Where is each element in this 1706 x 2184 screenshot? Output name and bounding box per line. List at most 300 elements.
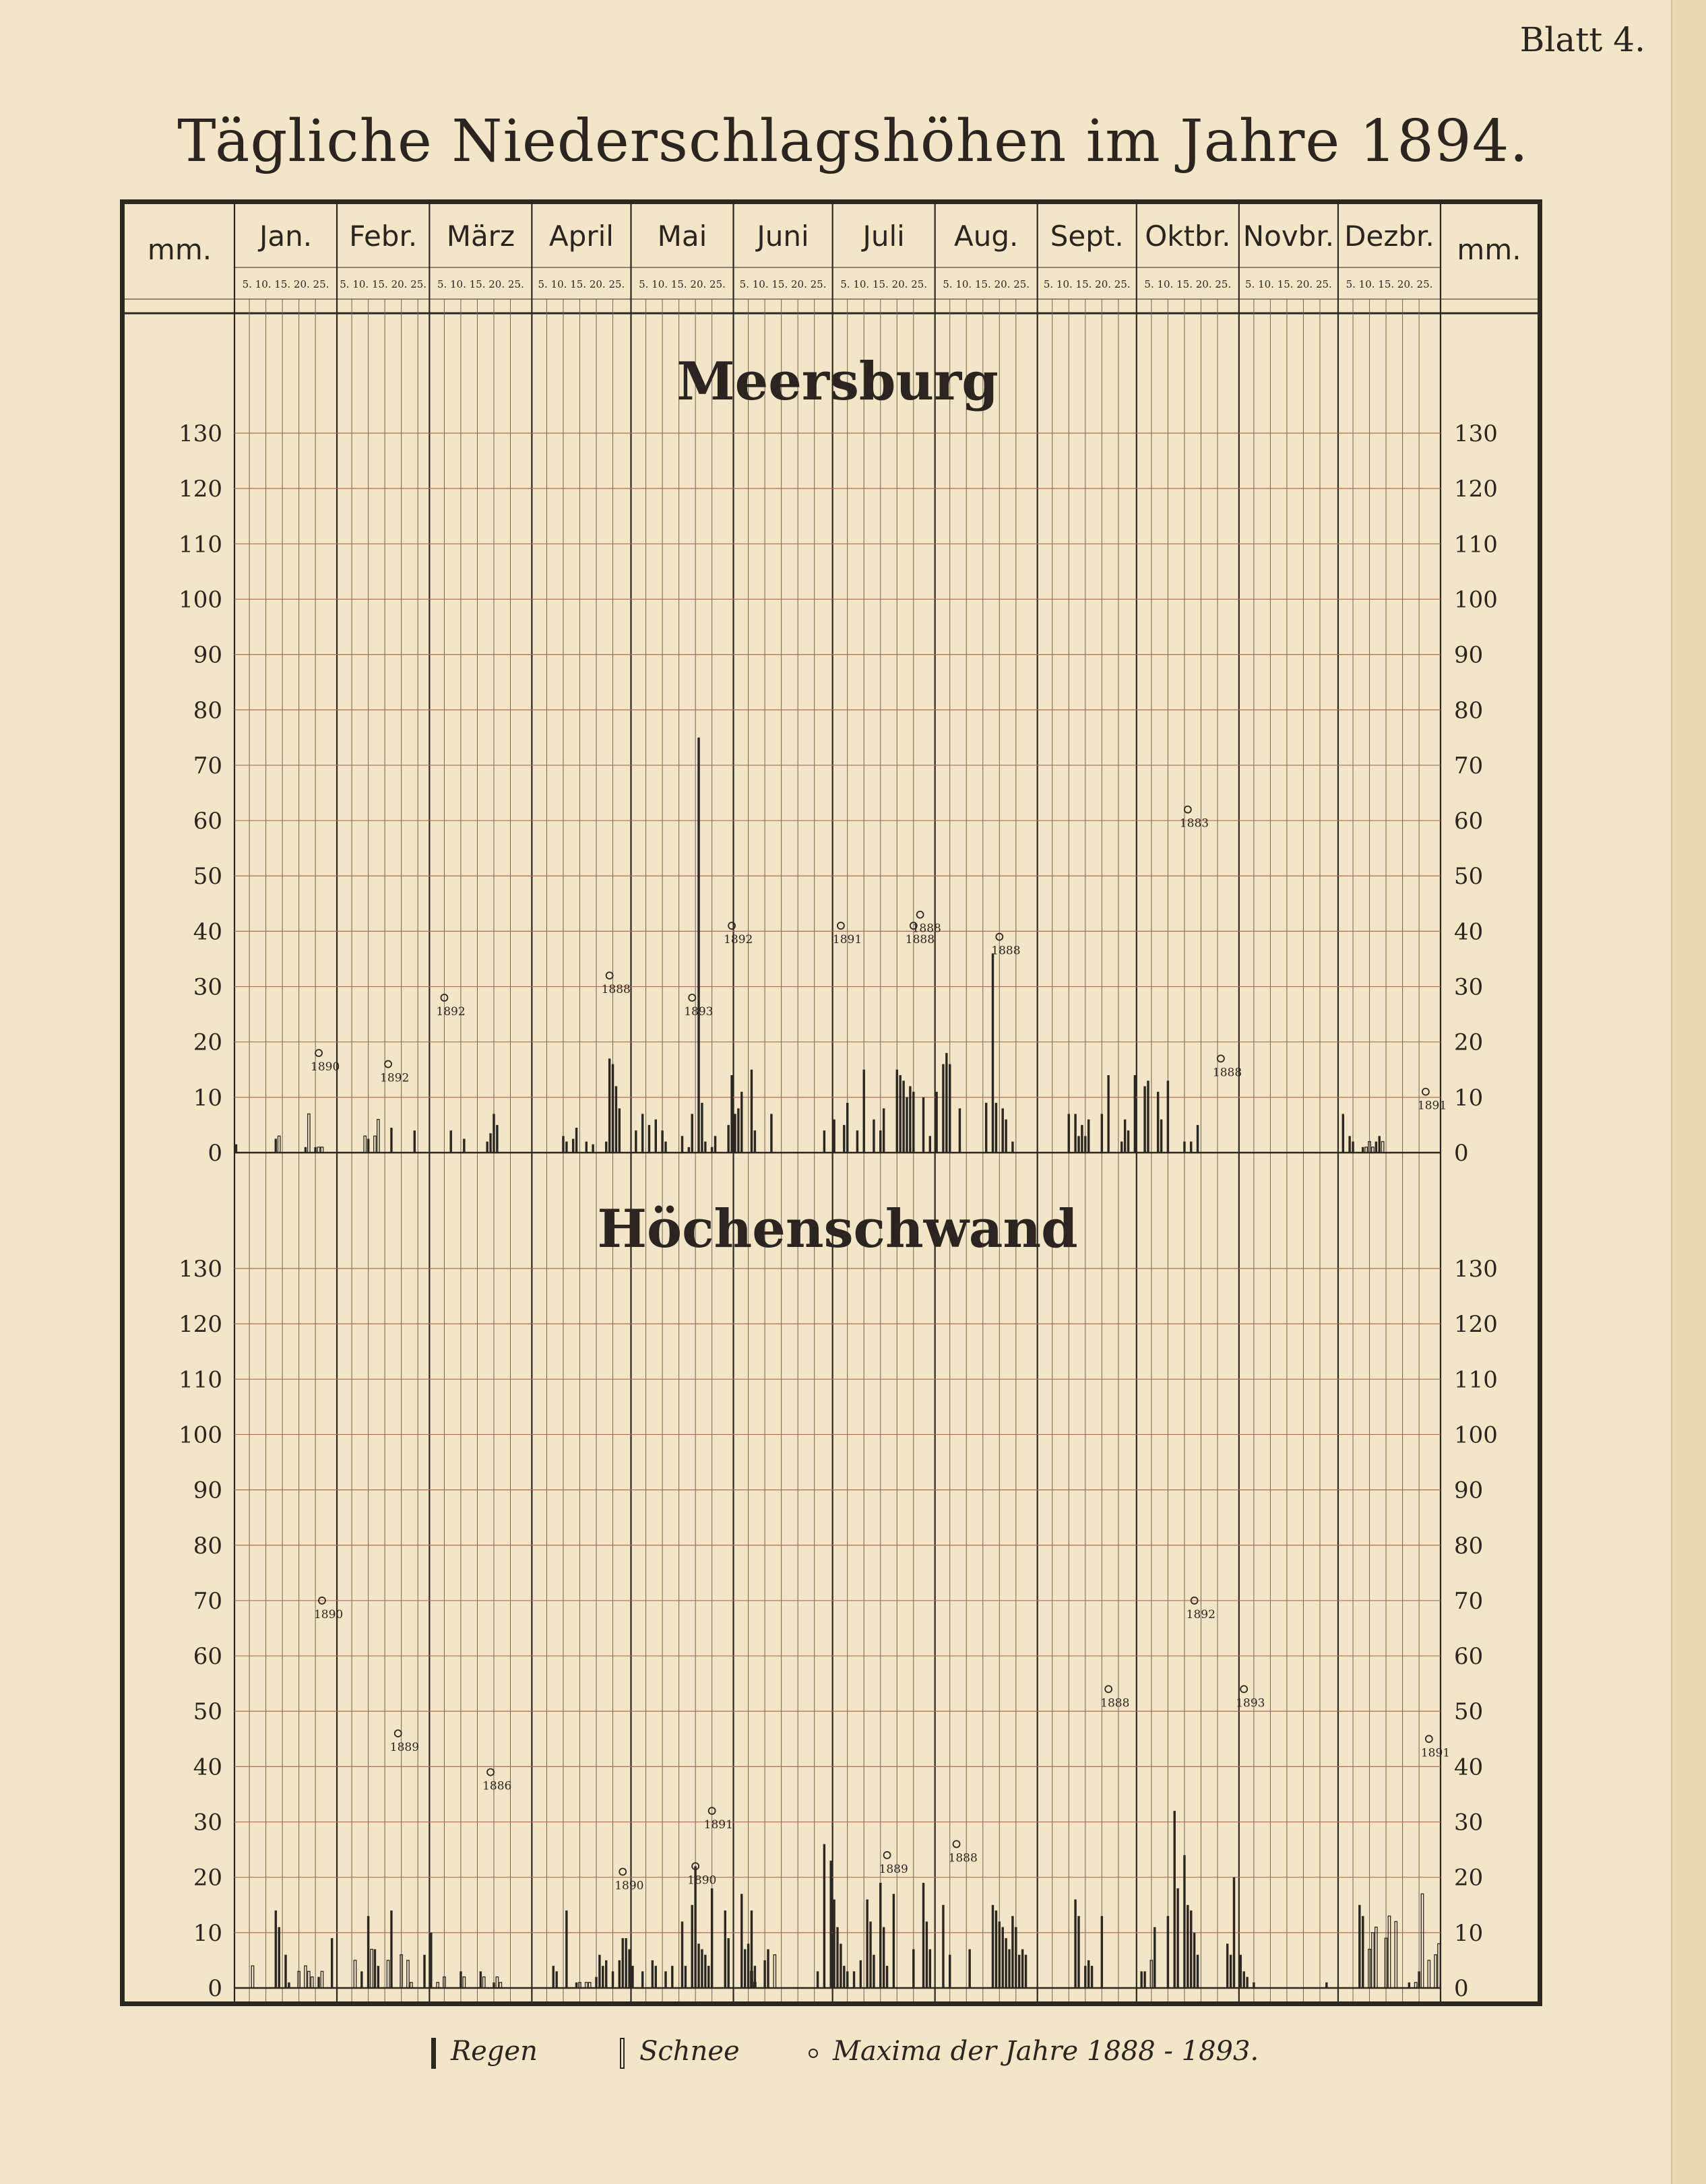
snow-bar xyxy=(377,1120,379,1153)
rain-bar xyxy=(846,1971,848,1988)
snow-bar xyxy=(374,1136,376,1153)
snow-bar xyxy=(407,1960,409,1988)
rain-bar xyxy=(619,1960,621,1988)
rain-bar xyxy=(635,1130,637,1153)
rain-bar xyxy=(1183,1855,1185,1988)
rain-bar xyxy=(602,1966,604,1988)
rain-bar xyxy=(1140,1971,1142,1988)
maxima-marker xyxy=(953,1840,960,1847)
y-tick-label-right: 20 xyxy=(1454,1029,1484,1056)
rain-bar xyxy=(1124,1120,1126,1153)
month-label: Aug. xyxy=(953,220,1019,253)
rain-bar xyxy=(863,1070,865,1153)
rain-bar xyxy=(681,1921,683,1988)
maxima-year-label: 1892 xyxy=(1186,1607,1215,1621)
page-title: Tägliche Niederschlagshöhen im Jahre 1894. xyxy=(177,108,1529,175)
y-tick-label-left: 50 xyxy=(193,863,222,891)
rain-bar xyxy=(598,1955,600,1988)
rain-bar xyxy=(1120,1142,1123,1153)
rain-bar xyxy=(575,1128,577,1153)
rain-bar xyxy=(489,1133,491,1153)
y-tick-label-right: 70 xyxy=(1454,752,1484,779)
snow-bar xyxy=(1381,1142,1383,1153)
rain-bar xyxy=(1342,1114,1344,1153)
y-tick-label-left: 0 xyxy=(208,1975,222,2001)
rain-bar xyxy=(619,1108,621,1153)
rain-bar xyxy=(823,1844,825,1988)
rain-bar xyxy=(374,1949,376,1988)
maxima-marker xyxy=(1422,1089,1429,1095)
maxima-marker xyxy=(385,1061,391,1068)
rain-bar xyxy=(1074,1900,1076,1988)
rain-bar xyxy=(278,1927,280,1988)
rain-bar xyxy=(493,1114,495,1153)
unit-label-left: mm. xyxy=(147,233,212,266)
maxima-year-label: 1890 xyxy=(311,1060,340,1074)
rain-bar xyxy=(1005,1938,1007,1988)
rain-bar xyxy=(959,1108,961,1153)
rain-bar xyxy=(1362,1147,1364,1153)
rain-bar xyxy=(992,1905,994,1988)
snow-bar xyxy=(1421,1894,1423,1988)
rain-bar xyxy=(1253,1983,1255,1988)
rain-bar xyxy=(817,1971,819,1988)
rain-bar xyxy=(1101,1114,1103,1153)
rain-bar xyxy=(612,1064,614,1153)
maxima-year-label: 1892 xyxy=(380,1071,410,1085)
maxima-year-label: 1893 xyxy=(1236,1696,1265,1710)
maxima-marker xyxy=(917,911,924,918)
rain-bar xyxy=(572,1138,574,1153)
y-tick-label-right: 90 xyxy=(1454,1477,1484,1504)
rain-bar xyxy=(1190,1142,1192,1153)
maxima-marker xyxy=(1426,1735,1432,1742)
snow-bar xyxy=(387,1960,389,1988)
y-tick-label-left: 120 xyxy=(179,476,222,503)
rain-bar xyxy=(641,1971,643,1988)
rain-bar xyxy=(883,1108,885,1153)
rain-bar xyxy=(985,1103,987,1153)
rain-bar xyxy=(1242,1971,1244,1988)
day-tick-label: 5. 10. 15. 20. 25. xyxy=(437,278,524,290)
day-tick-label: 5. 10. 15. 20. 25. xyxy=(538,278,625,290)
maxima-year-label: 1888 xyxy=(601,983,631,997)
rain-bar xyxy=(701,1103,703,1153)
rain-bar xyxy=(1226,1944,1228,1988)
rain-bar xyxy=(423,1955,425,1988)
panel-title-1: Höchenschwand xyxy=(597,1198,1078,1260)
y-tick-label-right: 10 xyxy=(1454,1084,1484,1112)
rain-bar xyxy=(922,1097,924,1153)
maxima-marker xyxy=(884,1852,891,1859)
y-tick-label-left: 60 xyxy=(193,808,222,835)
rain-bar xyxy=(486,1142,488,1153)
rain-bar xyxy=(496,1125,498,1153)
rain-bar xyxy=(575,1983,577,1988)
rain-bar xyxy=(711,1147,713,1153)
rain-bar xyxy=(1084,1136,1086,1153)
y-tick-label-left: 110 xyxy=(179,531,222,558)
maxima-marker xyxy=(1184,806,1191,813)
legend-maxima-marker xyxy=(809,2049,818,2058)
rain-bar xyxy=(711,1888,713,1988)
rain-bar xyxy=(622,1938,624,1988)
day-tick-label: 5. 10. 15. 20. 25. xyxy=(739,278,827,290)
snow-bar xyxy=(321,1971,323,1988)
maxima-year-label: 1888 xyxy=(1100,1696,1130,1710)
rain-bar xyxy=(1197,1125,1199,1153)
rain-bar xyxy=(724,1910,726,1988)
day-tick-label: 5. 10. 15. 20. 25. xyxy=(1043,278,1131,290)
y-tick-label-left: 100 xyxy=(179,586,222,614)
rain-bar xyxy=(664,1971,666,1988)
rain-bar xyxy=(605,1960,607,1988)
rain-bar xyxy=(390,1128,392,1153)
legend-snow xyxy=(620,2036,740,2069)
rain-bar xyxy=(727,1125,729,1153)
y-tick-label-right: 90 xyxy=(1454,641,1484,669)
rain-bar xyxy=(714,1136,716,1153)
rain-bar xyxy=(631,1966,633,1988)
maxima-marker xyxy=(619,1868,626,1875)
rain-bar xyxy=(1015,1927,1017,1988)
maxima-year-label: 1888 xyxy=(991,944,1021,958)
rain-bar xyxy=(730,1075,732,1153)
rain-bar xyxy=(555,1971,557,1988)
rain-bar xyxy=(929,1136,931,1153)
rain-bar xyxy=(691,1114,693,1153)
rain-bar xyxy=(1167,1916,1169,1988)
rain-bar xyxy=(284,1955,286,1988)
rain-bar xyxy=(856,1130,858,1153)
y-tick-label-right: 40 xyxy=(1454,1754,1484,1781)
maxima-marker xyxy=(1105,1685,1112,1692)
rain-bar xyxy=(833,1120,835,1153)
rain-bar xyxy=(628,1949,630,1988)
rain-bar xyxy=(1174,1811,1176,1988)
day-tick-label: 5. 10. 15. 20. 25. xyxy=(943,278,1030,290)
rain-bar xyxy=(1233,1877,1235,1988)
rain-bar xyxy=(829,1861,831,1988)
rain-bar xyxy=(460,1971,462,1988)
y-tick-label-right: 30 xyxy=(1454,973,1484,1001)
rain-bar xyxy=(707,1966,709,1988)
rain-bar xyxy=(922,1883,924,1988)
rain-bar xyxy=(896,1070,898,1153)
maxima-marker xyxy=(1240,1685,1247,1692)
y-tick-label-left: 90 xyxy=(193,1477,222,1504)
rain-bar xyxy=(1107,1075,1109,1153)
rain-bar xyxy=(1348,1136,1350,1153)
rain-bar xyxy=(949,1064,951,1153)
rain-bar xyxy=(995,1103,997,1153)
rain-bar xyxy=(893,1894,895,1988)
y-tick-label-right: 110 xyxy=(1454,1366,1498,1394)
snow-bar xyxy=(354,1960,356,1988)
legend-rain-swatch xyxy=(431,2038,436,2069)
rain-bar xyxy=(288,1983,290,1988)
rain-bar xyxy=(367,1916,369,1988)
rain-bar xyxy=(1134,1075,1136,1153)
month-label: Jan. xyxy=(259,220,313,253)
snow-bar xyxy=(463,1977,465,1988)
rain-bar xyxy=(565,1910,567,1988)
snow-bar xyxy=(496,1977,498,1988)
rain-bar xyxy=(1091,1966,1093,1988)
rain-bar xyxy=(869,1921,871,1988)
maxima-year-label: 1890 xyxy=(614,1879,644,1893)
maxima-year-label: 1890 xyxy=(313,1607,344,1621)
legend-rain-label: Regen xyxy=(451,2036,538,2067)
rain-bar xyxy=(275,1138,277,1153)
rain-bar xyxy=(592,1145,594,1153)
rain-bar xyxy=(1176,1888,1178,1988)
snow-bar xyxy=(1375,1927,1377,1988)
y-tick-label-right: 130 xyxy=(1454,1256,1498,1283)
rain-bar xyxy=(751,1070,753,1153)
y-tick-label-right: 50 xyxy=(1454,863,1484,891)
rain-bar xyxy=(1160,1120,1162,1153)
y-tick-label-right: 60 xyxy=(1454,1643,1484,1671)
legend-maxima xyxy=(809,2036,1259,2067)
rain-bar xyxy=(648,1125,650,1153)
maxima-year-label: 1891 xyxy=(1420,1746,1451,1760)
month-label: März xyxy=(446,220,515,253)
rain-bar xyxy=(691,1905,693,1988)
y-tick-label-left: 20 xyxy=(193,1029,222,1056)
rain-bar xyxy=(1018,1955,1020,1988)
rain-bar xyxy=(1074,1114,1076,1153)
rain-bar xyxy=(704,1142,706,1153)
rain-bar xyxy=(1008,1949,1010,1988)
rain-bar xyxy=(331,1938,333,1988)
rain-bar xyxy=(866,1900,868,1988)
rain-bar xyxy=(1375,1142,1377,1153)
rain-bar xyxy=(1101,1916,1103,1988)
rain-bar xyxy=(1167,1081,1169,1153)
rain-bar xyxy=(995,1910,997,1988)
rain-bar xyxy=(873,1120,875,1153)
rain-bar xyxy=(681,1136,683,1153)
rain-bar xyxy=(414,1130,416,1153)
rain-bar xyxy=(926,1921,928,1988)
rain-bar xyxy=(767,1949,769,1988)
y-tick-label-left: 130 xyxy=(179,1256,222,1283)
rain-bar xyxy=(1379,1136,1381,1153)
rain-bar xyxy=(430,1933,432,1988)
rain-bar xyxy=(1068,1114,1070,1153)
y-tick-label-left: 40 xyxy=(193,918,222,946)
rain-bar xyxy=(1187,1905,1189,1988)
rain-bar xyxy=(1001,1108,1003,1153)
rain-bar xyxy=(992,953,994,1153)
snow-bar xyxy=(308,1114,310,1153)
rain-bar xyxy=(655,1966,657,1988)
day-tick-label: 5. 10. 15. 20. 25. xyxy=(242,278,329,290)
rain-bar xyxy=(1362,1916,1364,1988)
day-tick-label: 5. 10. 15. 20. 25. xyxy=(639,278,726,290)
y-tick-label-left: 40 xyxy=(193,1754,222,1781)
rain-bar xyxy=(1197,1955,1199,1988)
snow-bar xyxy=(1434,1955,1436,1988)
y-tick-label-left: 100 xyxy=(179,1421,222,1449)
rain-bar xyxy=(450,1130,452,1153)
rain-bar xyxy=(929,1949,931,1988)
rain-bar xyxy=(390,1910,392,1988)
rain-bar xyxy=(945,1053,947,1153)
y-tick-label-left: 60 xyxy=(193,1643,222,1671)
y-tick-label-right: 80 xyxy=(1454,697,1484,724)
y-tick-label-left: 130 xyxy=(179,420,222,447)
y-tick-label-right: 100 xyxy=(1454,1421,1498,1449)
y-tick-label-left: 30 xyxy=(193,1809,222,1836)
rain-bar xyxy=(704,1955,706,1988)
rain-bar xyxy=(740,1092,743,1153)
rain-bar xyxy=(697,738,699,1153)
rain-bar xyxy=(664,1142,666,1153)
rain-bar xyxy=(853,1971,855,1988)
maxima-year-label: 1889 xyxy=(389,1741,420,1755)
rain-bar xyxy=(1005,1120,1007,1153)
rain-bar xyxy=(873,1955,875,1988)
y-tick-label-right: 80 xyxy=(1454,1532,1484,1560)
rain-bar xyxy=(595,1977,597,1988)
y-tick-label-left: 10 xyxy=(193,1084,222,1112)
panel-title-0: Meersburg xyxy=(676,351,999,412)
sheet-label: Blatt 4. xyxy=(1519,20,1645,59)
rain-bar xyxy=(565,1142,567,1153)
maxima-marker xyxy=(1218,1055,1224,1062)
snow-bar xyxy=(311,1977,313,1988)
rain-bar xyxy=(701,1949,703,1988)
month-label: Febr. xyxy=(349,220,418,253)
rain-bar xyxy=(615,1086,617,1153)
rain-bar xyxy=(906,1097,908,1153)
month-label: Oktbr. xyxy=(1145,220,1231,253)
rain-bar xyxy=(586,1142,588,1153)
rain-bar xyxy=(879,1130,881,1153)
rain-bar xyxy=(1240,1955,1242,1988)
rain-bar xyxy=(1143,1971,1145,1988)
y-tick-label-right: 120 xyxy=(1454,476,1498,503)
maxima-marker xyxy=(487,1769,494,1776)
month-label: Juli xyxy=(862,220,905,253)
snow-bar xyxy=(773,1955,776,1988)
rain-bar xyxy=(1087,1120,1089,1153)
maxima-year-label: 1892 xyxy=(436,1004,466,1019)
rain-bar xyxy=(949,1955,951,1988)
rain-bar xyxy=(840,1944,842,1988)
day-tick-label: 5. 10. 15. 20. 25. xyxy=(340,278,427,290)
rain-bar xyxy=(754,1130,756,1153)
rain-bar xyxy=(1408,1983,1410,1988)
rain-bar xyxy=(912,1949,914,1988)
day-tick-label: 5. 10. 15. 20. 25. xyxy=(1245,278,1332,290)
rain-bar xyxy=(235,1145,237,1153)
snow-bar xyxy=(308,1971,310,1988)
legend-rain xyxy=(431,2036,538,2069)
rain-bar xyxy=(902,1081,904,1153)
rain-bar xyxy=(688,1147,690,1153)
maxima-marker xyxy=(315,1050,322,1056)
rain-bar xyxy=(1358,1905,1360,1988)
day-tick-label: 5. 10. 15. 20. 25. xyxy=(1144,278,1232,290)
y-tick-label-left: 10 xyxy=(193,1919,222,1947)
rain-bar xyxy=(480,1971,482,1988)
y-tick-label-left: 70 xyxy=(193,1587,222,1615)
rain-bar xyxy=(886,1966,888,1988)
rain-bar xyxy=(899,1075,901,1153)
rain-bar xyxy=(860,1960,862,1988)
maxima-year-label: 1889 xyxy=(879,1862,908,1876)
snow-bar xyxy=(371,1949,373,1988)
rain-bar xyxy=(1183,1142,1185,1153)
rain-bar xyxy=(655,1120,657,1153)
y-tick-label-left: 110 xyxy=(179,1366,222,1394)
rain-bar xyxy=(935,1092,937,1153)
y-tick-label-left: 80 xyxy=(193,1532,222,1560)
y-tick-label-left: 70 xyxy=(193,752,222,779)
snow-bar xyxy=(251,1966,253,1988)
maxima-year-label: 1890 xyxy=(687,1873,717,1888)
y-tick-label-left: 20 xyxy=(193,1864,222,1892)
maxima-year-label: 1886 xyxy=(482,1779,512,1793)
rain-bar xyxy=(763,1960,765,1988)
maxima-year-label: 1888 xyxy=(905,933,935,947)
y-tick-label-left: 120 xyxy=(179,1311,222,1339)
rain-bar xyxy=(360,1971,362,1988)
rain-bar xyxy=(641,1114,643,1153)
maxima-marker xyxy=(606,972,613,979)
rain-bar xyxy=(1157,1092,1159,1153)
page-edge xyxy=(1671,0,1706,2184)
rain-bar xyxy=(1087,1960,1089,1988)
rain-bar xyxy=(1077,1916,1079,1988)
rain-bar xyxy=(1230,1955,1232,1988)
rain-bar xyxy=(685,1966,687,1988)
snow-bar xyxy=(1438,1944,1440,1988)
maxima-year-label: 1893 xyxy=(684,1004,714,1019)
rain-bar xyxy=(737,1108,739,1153)
maxima-year-label: 1883 xyxy=(1179,816,1209,831)
rain-bar xyxy=(968,1949,970,1988)
rain-bar xyxy=(942,1905,944,1988)
legend-snow-label: Schnee xyxy=(639,2036,740,2067)
y-tick-label-right: 50 xyxy=(1454,1698,1484,1726)
y-tick-label-right: 30 xyxy=(1454,1809,1484,1836)
rain-bar xyxy=(1418,1971,1420,1988)
rain-bar xyxy=(1011,1916,1013,1988)
rain-bar xyxy=(744,1949,746,1988)
maxima-marker xyxy=(689,994,695,1001)
rain-bar xyxy=(1352,1142,1354,1153)
y-tick-label-left: 30 xyxy=(193,973,222,1001)
rain-bar xyxy=(999,1921,1001,1988)
rain-bar xyxy=(1077,1136,1079,1153)
rain-bar xyxy=(305,1147,307,1153)
rain-bar xyxy=(1084,1966,1086,1988)
rain-bar xyxy=(1011,1142,1013,1153)
rain-bar xyxy=(612,1971,614,1988)
rain-bar xyxy=(377,1966,379,1988)
snow-bar xyxy=(1372,1933,1374,1988)
rain-bar xyxy=(314,1147,316,1153)
rain-bar xyxy=(836,1927,838,1988)
rain-bar xyxy=(625,1938,627,1988)
rain-bar xyxy=(833,1900,835,1988)
rain-bar xyxy=(671,1966,673,1988)
y-tick-label-right: 130 xyxy=(1454,420,1498,447)
